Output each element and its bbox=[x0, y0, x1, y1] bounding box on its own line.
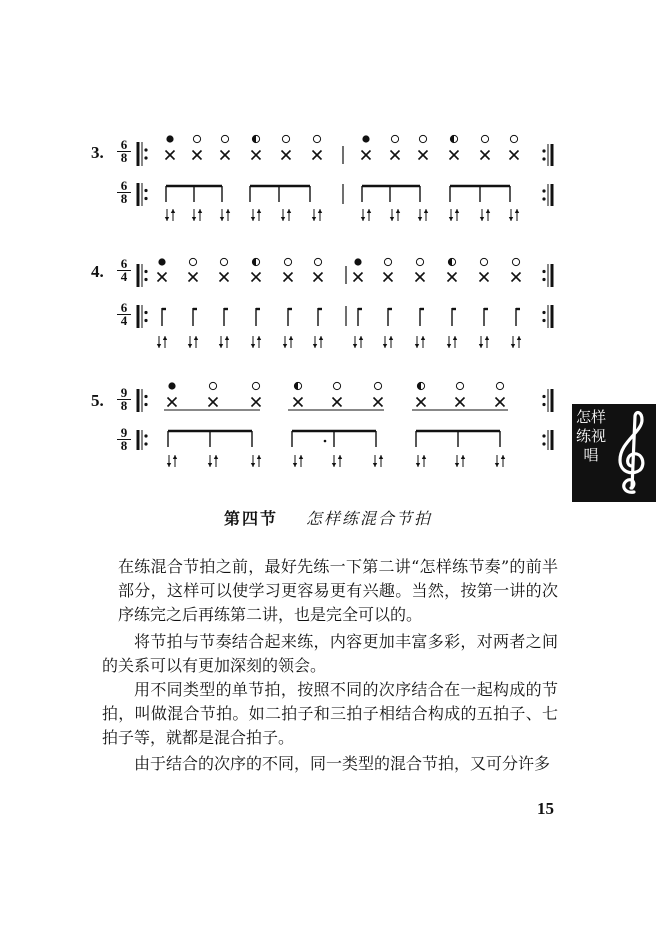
strong-beat-marker bbox=[168, 382, 175, 389]
weak-beat-marker bbox=[416, 258, 423, 265]
weak-beat-marker bbox=[391, 135, 398, 142]
down-arrow-head bbox=[416, 463, 420, 467]
repeat-dot bbox=[542, 157, 545, 160]
repeat-dot bbox=[542, 197, 545, 200]
up-arrow-head bbox=[389, 336, 393, 340]
weak-beat-marker bbox=[333, 382, 340, 389]
up-arrow-head bbox=[461, 455, 465, 459]
repeat-dot bbox=[144, 278, 147, 281]
section-title: 怎样练混合节拍 bbox=[306, 509, 433, 528]
up-arrow-head bbox=[257, 336, 261, 340]
repeat-dot bbox=[542, 278, 545, 281]
down-arrow-head bbox=[511, 344, 515, 348]
weak-beat-marker bbox=[374, 382, 381, 389]
time-signature: 9 8 bbox=[117, 387, 131, 412]
up-arrow-head bbox=[338, 455, 342, 459]
section-heading bbox=[0, 506, 656, 529]
weak-beat-marker bbox=[252, 382, 259, 389]
down-arrow-head bbox=[208, 463, 212, 467]
up-arrow-head bbox=[171, 209, 175, 213]
down-arrow-head bbox=[383, 344, 387, 348]
up-arrow-head bbox=[163, 336, 167, 340]
down-arrow-head bbox=[167, 463, 171, 467]
paragraph: 在练混合节拍之前，最好先练一下第二讲“怎样练节奏”的前半部分，这样可以使学习更容易更有兴趣。当然，按第一讲的次序练完之后再练第二讲，也是完全可以的。 bbox=[118, 557, 558, 624]
up-arrow-head bbox=[517, 336, 521, 340]
down-arrow-head bbox=[219, 344, 223, 348]
up-arrow-head bbox=[319, 336, 323, 340]
down-arrow-head bbox=[251, 217, 255, 221]
paragraph: 将节拍与节奏结合起来练，内容更加丰富多彩，对两者之间的关系可以有更加深刻的领会。 bbox=[102, 632, 558, 675]
up-arrow-head bbox=[257, 209, 261, 213]
up-arrow-head bbox=[379, 455, 383, 459]
weak-beat-marker bbox=[512, 258, 519, 265]
up-arrow-head bbox=[225, 336, 229, 340]
down-arrow-head bbox=[479, 344, 483, 348]
repeat-dot bbox=[144, 148, 147, 151]
repeat-dot bbox=[144, 156, 147, 159]
up-arrow-head bbox=[214, 455, 218, 459]
up-arrow-head bbox=[198, 209, 202, 213]
repeat-dot bbox=[542, 311, 545, 314]
up-arrow-head bbox=[421, 336, 425, 340]
strong-beat-marker bbox=[158, 258, 165, 265]
repeat-dot bbox=[144, 403, 147, 406]
down-arrow-head bbox=[312, 217, 316, 221]
up-arrow-head bbox=[173, 455, 177, 459]
up-arrow-head bbox=[226, 209, 230, 213]
repeat-dot bbox=[144, 311, 147, 314]
weak-beat-marker bbox=[384, 258, 391, 265]
weak-beat-marker bbox=[456, 382, 463, 389]
repeat-dot bbox=[542, 270, 545, 273]
weak-beat-marker bbox=[221, 135, 228, 142]
down-arrow-head bbox=[455, 463, 459, 467]
strong-beat-marker bbox=[354, 258, 361, 265]
weak-beat-marker bbox=[496, 382, 503, 389]
weak-beat-marker bbox=[284, 258, 291, 265]
down-arrow-head bbox=[157, 344, 161, 348]
up-arrow-head bbox=[367, 209, 371, 213]
dot-mark bbox=[324, 440, 327, 443]
time-signature: 6 4 bbox=[117, 258, 131, 283]
down-arrow-head bbox=[251, 463, 255, 467]
down-arrow-head bbox=[192, 217, 196, 221]
weak-beat-marker bbox=[193, 135, 200, 142]
repeat-dot bbox=[144, 189, 147, 192]
down-arrow-head bbox=[415, 344, 419, 348]
repeat-dot bbox=[144, 395, 147, 398]
exercise-number-3: 3. bbox=[91, 143, 104, 162]
repeat-dot bbox=[144, 270, 147, 273]
down-arrow-head bbox=[390, 217, 394, 221]
up-arrow-head bbox=[318, 209, 322, 213]
up-arrow-head bbox=[486, 209, 490, 213]
up-arrow-head bbox=[359, 336, 363, 340]
down-arrow-head bbox=[293, 463, 297, 467]
weak-beat-marker bbox=[510, 135, 517, 142]
paragraph: 由于结合的次序的不同，同一类型的混合节拍，又可分许多 bbox=[134, 754, 551, 773]
repeat-dot bbox=[144, 319, 147, 322]
repeat-dot bbox=[542, 442, 545, 445]
treble-clef-icon bbox=[612, 408, 652, 498]
down-arrow-head bbox=[188, 344, 192, 348]
section-label: 第四节 bbox=[223, 509, 278, 528]
time-signature: 6 4 bbox=[117, 302, 131, 327]
up-arrow-head bbox=[501, 455, 505, 459]
down-arrow-head bbox=[353, 344, 357, 348]
time-signature: 6 8 bbox=[117, 139, 131, 164]
strong-beat-marker bbox=[166, 135, 173, 142]
repeat-dot bbox=[542, 189, 545, 192]
down-arrow-head bbox=[165, 217, 169, 221]
weak-beat-marker bbox=[313, 135, 320, 142]
weak-beat-marker bbox=[220, 258, 227, 265]
up-arrow-head bbox=[453, 336, 457, 340]
up-arrow-head bbox=[299, 455, 303, 459]
up-arrow-head bbox=[194, 336, 198, 340]
down-arrow-head bbox=[283, 344, 287, 348]
side-tab-label: 怎样练视唱 bbox=[576, 408, 607, 464]
down-arrow-head bbox=[332, 463, 336, 467]
up-arrow-head bbox=[422, 455, 426, 459]
weak-beat-marker bbox=[282, 135, 289, 142]
up-arrow-head bbox=[455, 209, 459, 213]
time-signature: 9 8 bbox=[117, 427, 131, 452]
weak-beat-marker bbox=[209, 382, 216, 389]
weak-beat-marker bbox=[481, 135, 488, 142]
down-arrow-head bbox=[449, 217, 453, 221]
down-arrow-head bbox=[418, 217, 422, 221]
repeat-dot bbox=[144, 197, 147, 200]
weak-beat-marker bbox=[419, 135, 426, 142]
repeat-dot bbox=[542, 319, 545, 322]
up-arrow-head bbox=[424, 209, 428, 213]
up-arrow-head bbox=[515, 209, 519, 213]
repeat-dot bbox=[144, 434, 147, 437]
up-arrow-head bbox=[289, 336, 293, 340]
weak-beat-marker bbox=[189, 258, 196, 265]
paragraph: 用不同类型的单节拍，按照不同的次序结合在一起构成的节拍，叫做混合节拍。如二拍子和三拍子相结合构成的五拍子、七拍子等，就都是混合拍子。 bbox=[102, 680, 558, 747]
up-arrow-head bbox=[257, 455, 261, 459]
time-signature: 6 8 bbox=[117, 180, 131, 205]
down-arrow-head bbox=[495, 463, 499, 467]
down-arrow-head bbox=[361, 217, 365, 221]
repeat-dot bbox=[144, 442, 147, 445]
down-arrow-head bbox=[281, 217, 285, 221]
chapter-side-tab bbox=[572, 404, 656, 502]
up-arrow-head bbox=[287, 209, 291, 213]
down-arrow-head bbox=[373, 463, 377, 467]
down-arrow-head bbox=[509, 217, 513, 221]
down-arrow-head bbox=[480, 217, 484, 221]
down-arrow-head bbox=[220, 217, 224, 221]
strong-beat-marker bbox=[362, 135, 369, 142]
down-arrow-head bbox=[251, 344, 255, 348]
page-number: 15 bbox=[537, 799, 554, 818]
weak-beat-marker bbox=[314, 258, 321, 265]
repeat-dot bbox=[542, 434, 545, 437]
down-arrow-head bbox=[313, 344, 317, 348]
weak-beat-marker bbox=[480, 258, 487, 265]
up-arrow-head bbox=[396, 209, 400, 213]
up-arrow-head bbox=[485, 336, 489, 340]
repeat-dot bbox=[542, 395, 545, 398]
down-arrow-head bbox=[447, 344, 451, 348]
repeat-dot bbox=[542, 149, 545, 152]
exercise-number-4: 4. bbox=[91, 262, 104, 281]
exercise-number-5: 5. bbox=[91, 391, 104, 410]
repeat-dot bbox=[542, 403, 545, 406]
